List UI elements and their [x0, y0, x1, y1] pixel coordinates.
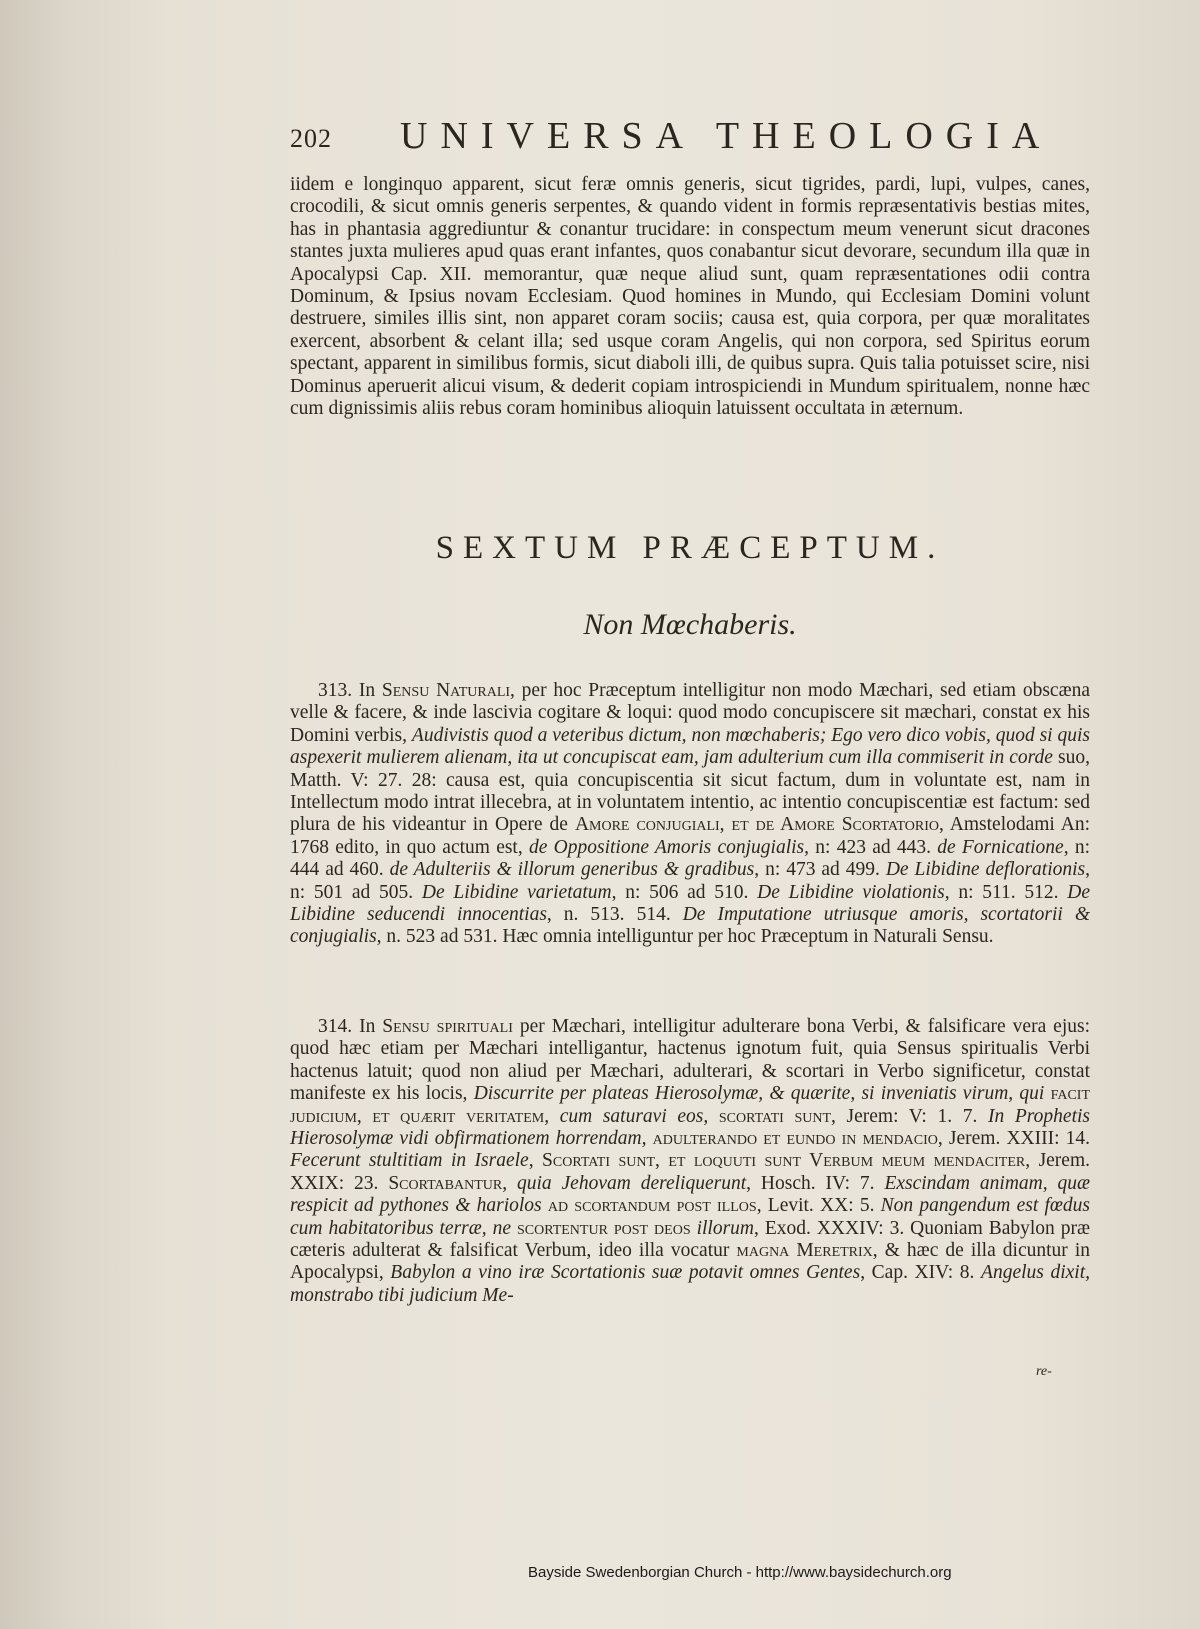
text-span: scortentur post deos [511, 1217, 691, 1239]
text-span: , [502, 1172, 517, 1194]
text-span: , Hosch. IV: 7. [746, 1172, 885, 1194]
text-span: , cum saturavi eos, [544, 1105, 709, 1127]
text-span: , Amstelodami An: 1768 edito, in quo actum est, [290, 814, 1091, 858]
paragraph-314-text [290, 1016, 1090, 1307]
running-head: UNIVERSA THEOLOGIA [400, 115, 1053, 157]
text-span: , n. 523 ad 531. Hæc omnia intelliguntur per hoc Præceptum in Naturali Sensu. [376, 926, 994, 948]
section-subtitle: Non Mœchaberis. [583, 608, 797, 641]
text-span: Sensu Naturali [381, 680, 511, 701]
text-span: , n: 473 ad 499. [754, 859, 886, 881]
source-watermark: Bayside Swedenborgian Church - http://www.baysidechurch.org [528, 1564, 952, 1581]
text-span: Non pangendum est fœdus cum habitatoribus terræ, ne [290, 1195, 1090, 1239]
text-span: , Levit. XX: 5. [756, 1195, 881, 1217]
text-span: 314. In [318, 1016, 383, 1037]
page-number: 202 [290, 124, 332, 153]
text-span: Scortabantur [388, 1172, 503, 1194]
text-span: , Jerem. XXIII: 14. [937, 1128, 1091, 1150]
text-span: de Adulteriis & illorum generibus & gradibus [389, 859, 755, 881]
paragraph-313-text [290, 680, 1090, 949]
text-span: 313. In [318, 680, 382, 701]
text-span: Exscindam animam, quæ respicit ad pythones & hariolos [290, 1172, 1091, 1217]
text-span: Sensu spirituali [382, 1016, 513, 1037]
text-span: Fecerunt stultitiam in Israele [290, 1150, 529, 1172]
catchword: re- [1036, 1364, 1052, 1379]
text-span: Amore conjugiali, et de Amore Scortatorio [574, 814, 939, 836]
text-span: Babylon a vino iræ Scortationis suæ potavit omnes Gentes [390, 1262, 861, 1284]
text-span: , n. 513. 514. [546, 904, 683, 926]
text-span: per Mæchari, intelligitur adulterare bona Verbi, & falsificare vera ejus: quod hæc etiam per Mæchari intelligantur, hactenus ignotum fuit, quia Sensus spiritualis Verbi hactenus latuit; quod non aliud per Mæchari, adulterari, & scortari in Verbo significetur, constat manifeste ex his locis, [290, 1016, 1091, 1105]
section-title: SEXTUM PRÆCEPTUM. [435, 530, 945, 566]
text-span: illorum [690, 1217, 755, 1239]
text-span: , n: 511. 512. [944, 881, 1068, 903]
paragraph-314 [290, 1016, 1090, 1307]
text-span: scortati sunt [708, 1105, 832, 1127]
text-span: Audivistis quod a veteribus dictum, non mœchaberis; Ego vero dico vobis, quod si quis aspexerit mulierem alienam, ita ut concupiscat eam, jam adulterium cum illa commiserit in corde [290, 724, 1090, 769]
text-span: , n: 501 ad 505. [290, 859, 1091, 903]
text-span: , n: 423 ad 443. [804, 836, 938, 858]
text-span: De Imputatione utriusque amoris, scortatorii & conjugialis [290, 904, 1090, 948]
text-span: De Libidine seducendi innocentias [290, 881, 1091, 926]
text-span: facit judicium, et quærit veritatem [290, 1083, 1090, 1127]
text-span: , & hæc de illa dicuntur in Apocalypsi, [290, 1240, 1090, 1284]
text-span: , Jerem: V: 1. 7. [831, 1105, 989, 1127]
text-span: , Cap. XIV: 8. [860, 1262, 982, 1284]
text-span: , n: 506 ad 510. [611, 881, 758, 903]
text-span: Discurrite per plateas Hierosolymæ, & quærite, si inveniatis virum, qui [473, 1083, 1045, 1105]
text-span: , [528, 1150, 543, 1172]
text-span: De Libidine deflorationis [885, 859, 1086, 881]
text-span: De Libidine violationis [757, 881, 945, 903]
text-span: , Exod. XXXIV: 3. Quoniam Babylon præ cæteris adulterat & falsificat Verbum, ideo illa vocatur [290, 1217, 1090, 1262]
text-span: de Oppositione Amoris conjugialis [528, 836, 805, 858]
text-span: quia Jehovam dereliquerunt [516, 1172, 747, 1194]
text-span: De Libidine varietatum [421, 881, 612, 903]
text-span: de Fornicatione [937, 836, 1064, 858]
text-span: In Prophetis Hierosolymæ vidi obfirmationem horrendam, [290, 1105, 1090, 1150]
paragraph-313 [290, 680, 1090, 949]
text-span: , Jerem. XXIX: 23. [290, 1150, 1090, 1194]
text-span: , n: 444 ad 460. [290, 836, 1091, 881]
intro-text: iidem e longinquo apparent, sicut feræ omnis generis, sicut tigrides, pardi, lupi, vulpes, canes, crocodili, & sicut omnis generis serpentes, & quando vident in formis repræsentativis bestias mites, has in phantasia aggrediuntur & conantur trucidare: in conspectum meum venerunt sicut dracones stantes juxta mulieres apud quas erant infantes, quos conabantur sicut devorare, secundum illa quæ in Apocalypsi Cap. XII. memorantur, quæ neque aliud sunt, quam repræsentationes odii contra Dominum, & Ipsius novam Ecclesiam. Quod homines in Mundo, qui Ecclesiam Domini volunt destruere, similes illis sint, non apparet coram sociis; causa est, quia corpora, per quæ moralitates exercent, absorbent & celant illa; sed usque coram Angelis, qui non corpora, sed Spiritus eorum spectant, apparent in similibus formis, sicut diaboli illi, de quibus supra. Quis talia potuisset scire, nisi Dominus aperuerit alicui visum, & dederit copiam introspiciendi in Mundum spiritualem, nonne hæc cum dignissimis aliis rebus coram hominibus alioquin latuissent occultata in æternum. [290, 174, 1090, 420]
text-span: suo, Matth. V: 27. 28: causa est, quia concupiscentia sit sicut factum, dum in voluntate est, nam in Intellectum modo intrat illecebra, at in voluntatem intentio, ac intentio concupiscentiæ est factum: sed plura de his videantur in Opere de [290, 747, 1090, 836]
text-span: , per hoc Præceptum intelligitur non modo Mæchari, sed etiam obscæna velle & facere, & inde lascivia cogitare & loqui: quod modo concupiscere sit mæchari, constat ex his Domini verbis, [290, 680, 1090, 746]
intro-paragraph [290, 174, 1090, 420]
text-span: Scortati sunt, et loquuti sunt Verbum meum mendaciter [542, 1150, 1026, 1172]
text-span: magna Meretrix [736, 1240, 873, 1262]
text-span: ad scortandum post illos [541, 1195, 757, 1217]
text-span: adulterando et eundo in mendacio [646, 1128, 938, 1150]
text-span: Angelus dixit, monstrabo tibi judicium Me- [290, 1262, 1090, 1306]
page-header [290, 110, 1053, 160]
